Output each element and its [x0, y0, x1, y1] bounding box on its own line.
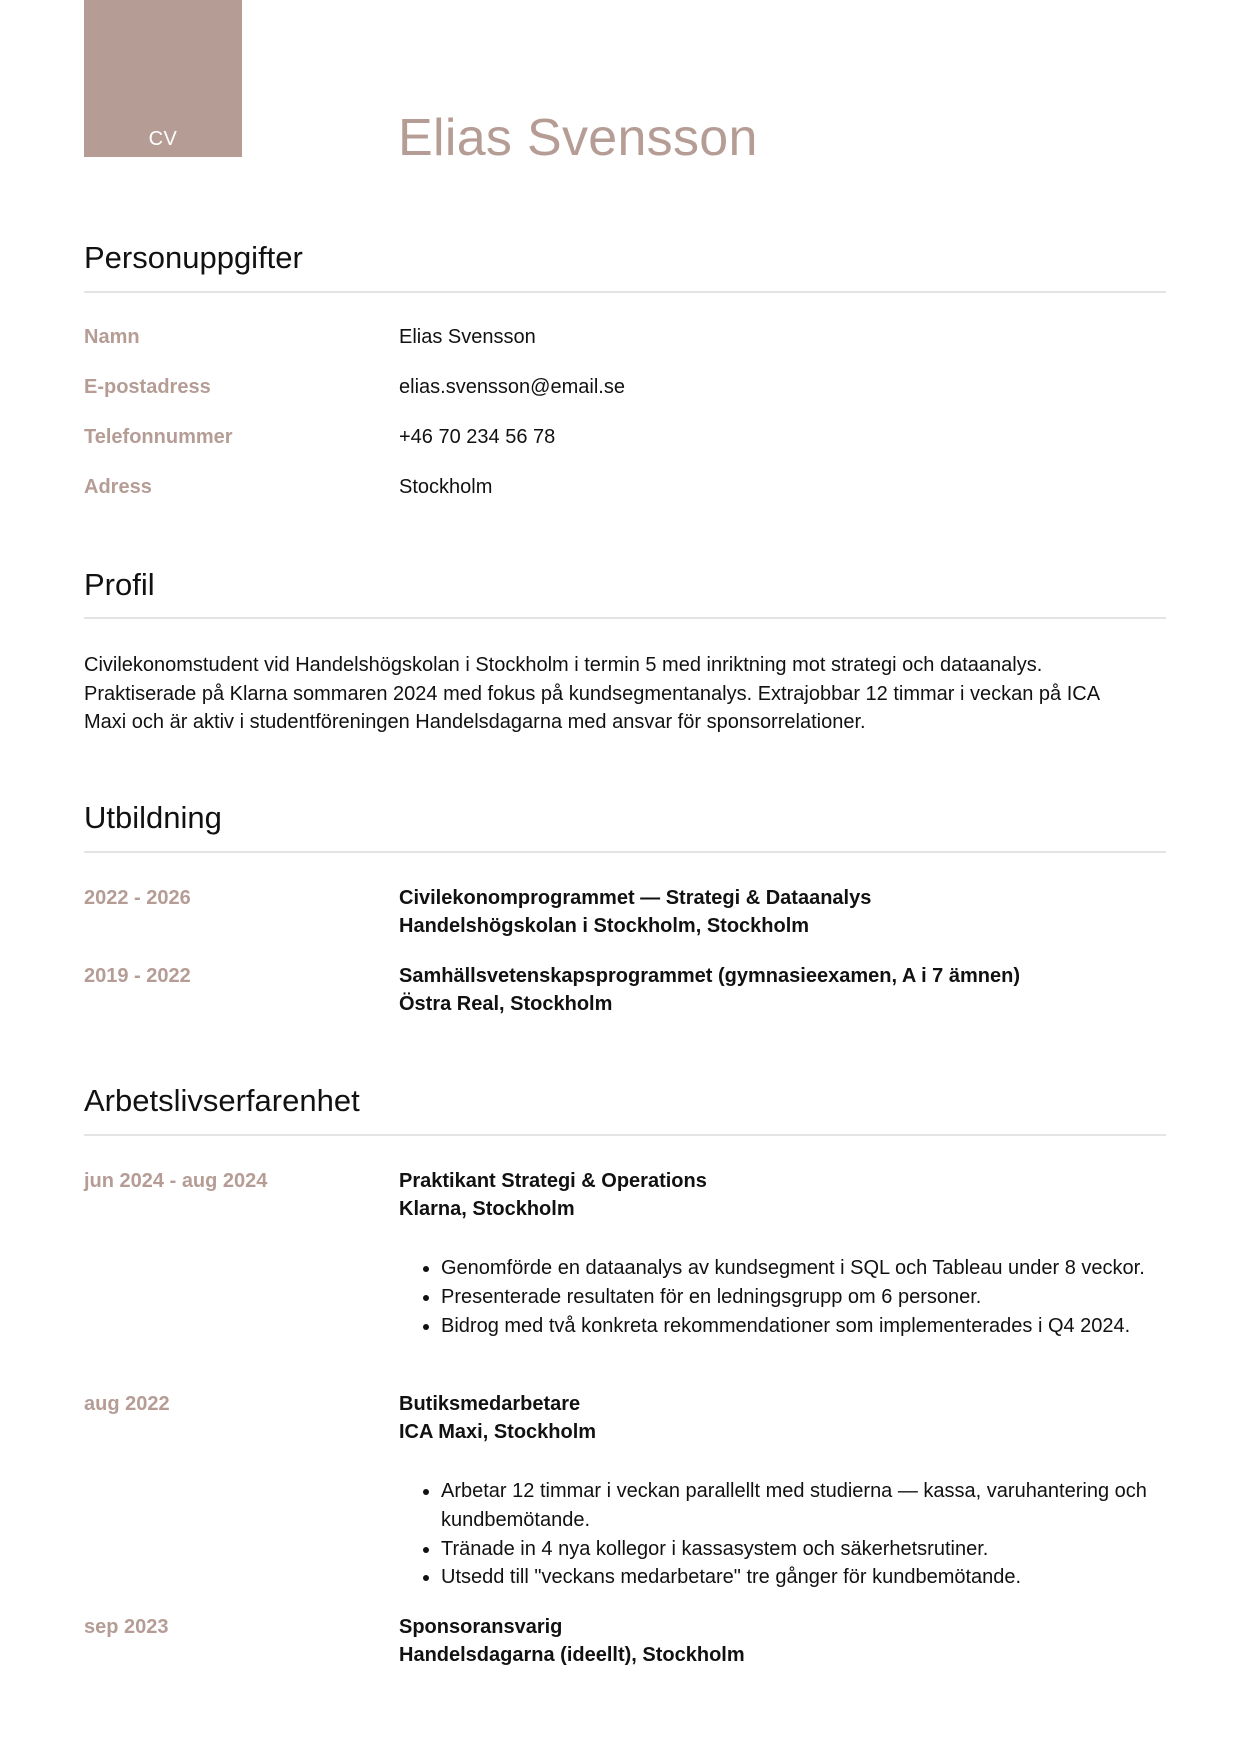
section-title-profile: Profil: [84, 567, 155, 602]
info-value: elias.svensson@email.se: [399, 376, 625, 398]
entry-period: aug 2022: [84, 1393, 170, 1415]
profile-text: [84, 651, 1166, 737]
entry-period: 2022 - 2026: [84, 887, 191, 909]
page-title: Elias Svensson: [398, 109, 758, 167]
section-personal: [84, 238, 1166, 538]
entry-period: sep 2023: [84, 1616, 169, 1638]
entry-details: [399, 1390, 596, 1446]
entry-title: Sponsoransvarig: [399, 1616, 563, 1638]
info-value: Stockholm: [399, 476, 493, 498]
bullet-item: • Tränade in 4 nya kollegor i kassasystem och säkerhetsrutiner.: [441, 1535, 1181, 1564]
divider: [84, 1134, 1166, 1136]
bullet-item: • Bidrog med två konkreta rekommendationer som implementerades i Q4 2024.: [441, 1312, 1181, 1341]
entry-period: 2019 - 2022: [84, 965, 191, 987]
profile-line: Maxi och är aktiv i studentföreningen Handelsdagarna med ansvar för sponsorrelationer.: [84, 711, 866, 734]
profile-line: Praktiserade på Klarna sommaren 2024 med fokus på kundsegmentanalys. Extrajobbar 12 timmar i veckan på ICA: [84, 682, 1101, 705]
divider: [84, 851, 1166, 853]
entry-place: Handelsdagarna (ideellt), Stockholm: [399, 1644, 745, 1666]
bullet-item: • Genomförde en dataanalys av kundsegment i SQL och Tableau under 8 veckor.: [441, 1254, 1181, 1283]
entry-details: [399, 1167, 707, 1223]
info-label: Telefonnummer: [84, 426, 233, 448]
info-label: E-postadress: [84, 376, 211, 398]
entry-title: Civilekonomprogrammet — Strategi & Dataanalys: [399, 887, 872, 909]
entry-place: ICA Maxi, Stockholm: [399, 1421, 597, 1443]
section-title-education: Utbildning: [84, 800, 222, 835]
entry-bullets: [399, 1477, 1181, 1592]
profile-line: Civilekonomstudent vid Handelshögskolan i Stockholm i termin 5 med inriktning mot strategi och dataanalys.: [84, 654, 1043, 676]
entry-title: Praktikant Strategi & Operations: [399, 1170, 707, 1192]
entry-title: Samhällsvetenskapsprogrammet (gymnasieexamen, A i 7 ämnen): [399, 965, 1020, 987]
entry-place: Klarna, Stockholm: [399, 1198, 575, 1220]
info-value: +46 70 234 56 78: [399, 426, 556, 448]
section-experience: [84, 1081, 1166, 1701]
divider: [84, 291, 1166, 293]
entry-period: jun 2024 - aug 2024: [84, 1170, 268, 1192]
section-title-experience: Arbetslivserfarenhet: [84, 1083, 360, 1118]
divider: [84, 617, 1166, 619]
entry-place: Östra Real, Stockholm: [399, 993, 613, 1015]
entry-details: [399, 962, 1020, 1018]
entry-title: Butiksmedarbetare: [399, 1393, 581, 1415]
bullet-item: • Arbetar 12 timmar i veckan parallellt med studierna — kassa, varuhantering och kundbemötande.: [441, 1477, 1181, 1535]
entry-bullets: [399, 1254, 1181, 1340]
bullet-item: • Presenterade resultaten för en ledningsgrupp om 6 personer.: [441, 1283, 1181, 1312]
section-title-personal: Personuppgifter: [84, 240, 303, 275]
entry-details: [399, 884, 871, 940]
entry-details: [399, 1613, 745, 1669]
info-label: Namn: [84, 326, 140, 348]
cv-badge: [84, 0, 242, 157]
info-value: Elias Svensson: [399, 326, 536, 348]
cv-badge-label: CV: [148, 128, 178, 150]
section-profile: [84, 565, 1166, 735]
info-label: Adress: [84, 476, 152, 498]
bullet-item: • Utsedd till "veckans medarbetare" tre gånger för kundbemötande.: [441, 1563, 1181, 1592]
section-education: [84, 798, 1166, 1028]
entry-place: Handelshögskolan i Stockholm, Stockholm: [399, 915, 810, 937]
